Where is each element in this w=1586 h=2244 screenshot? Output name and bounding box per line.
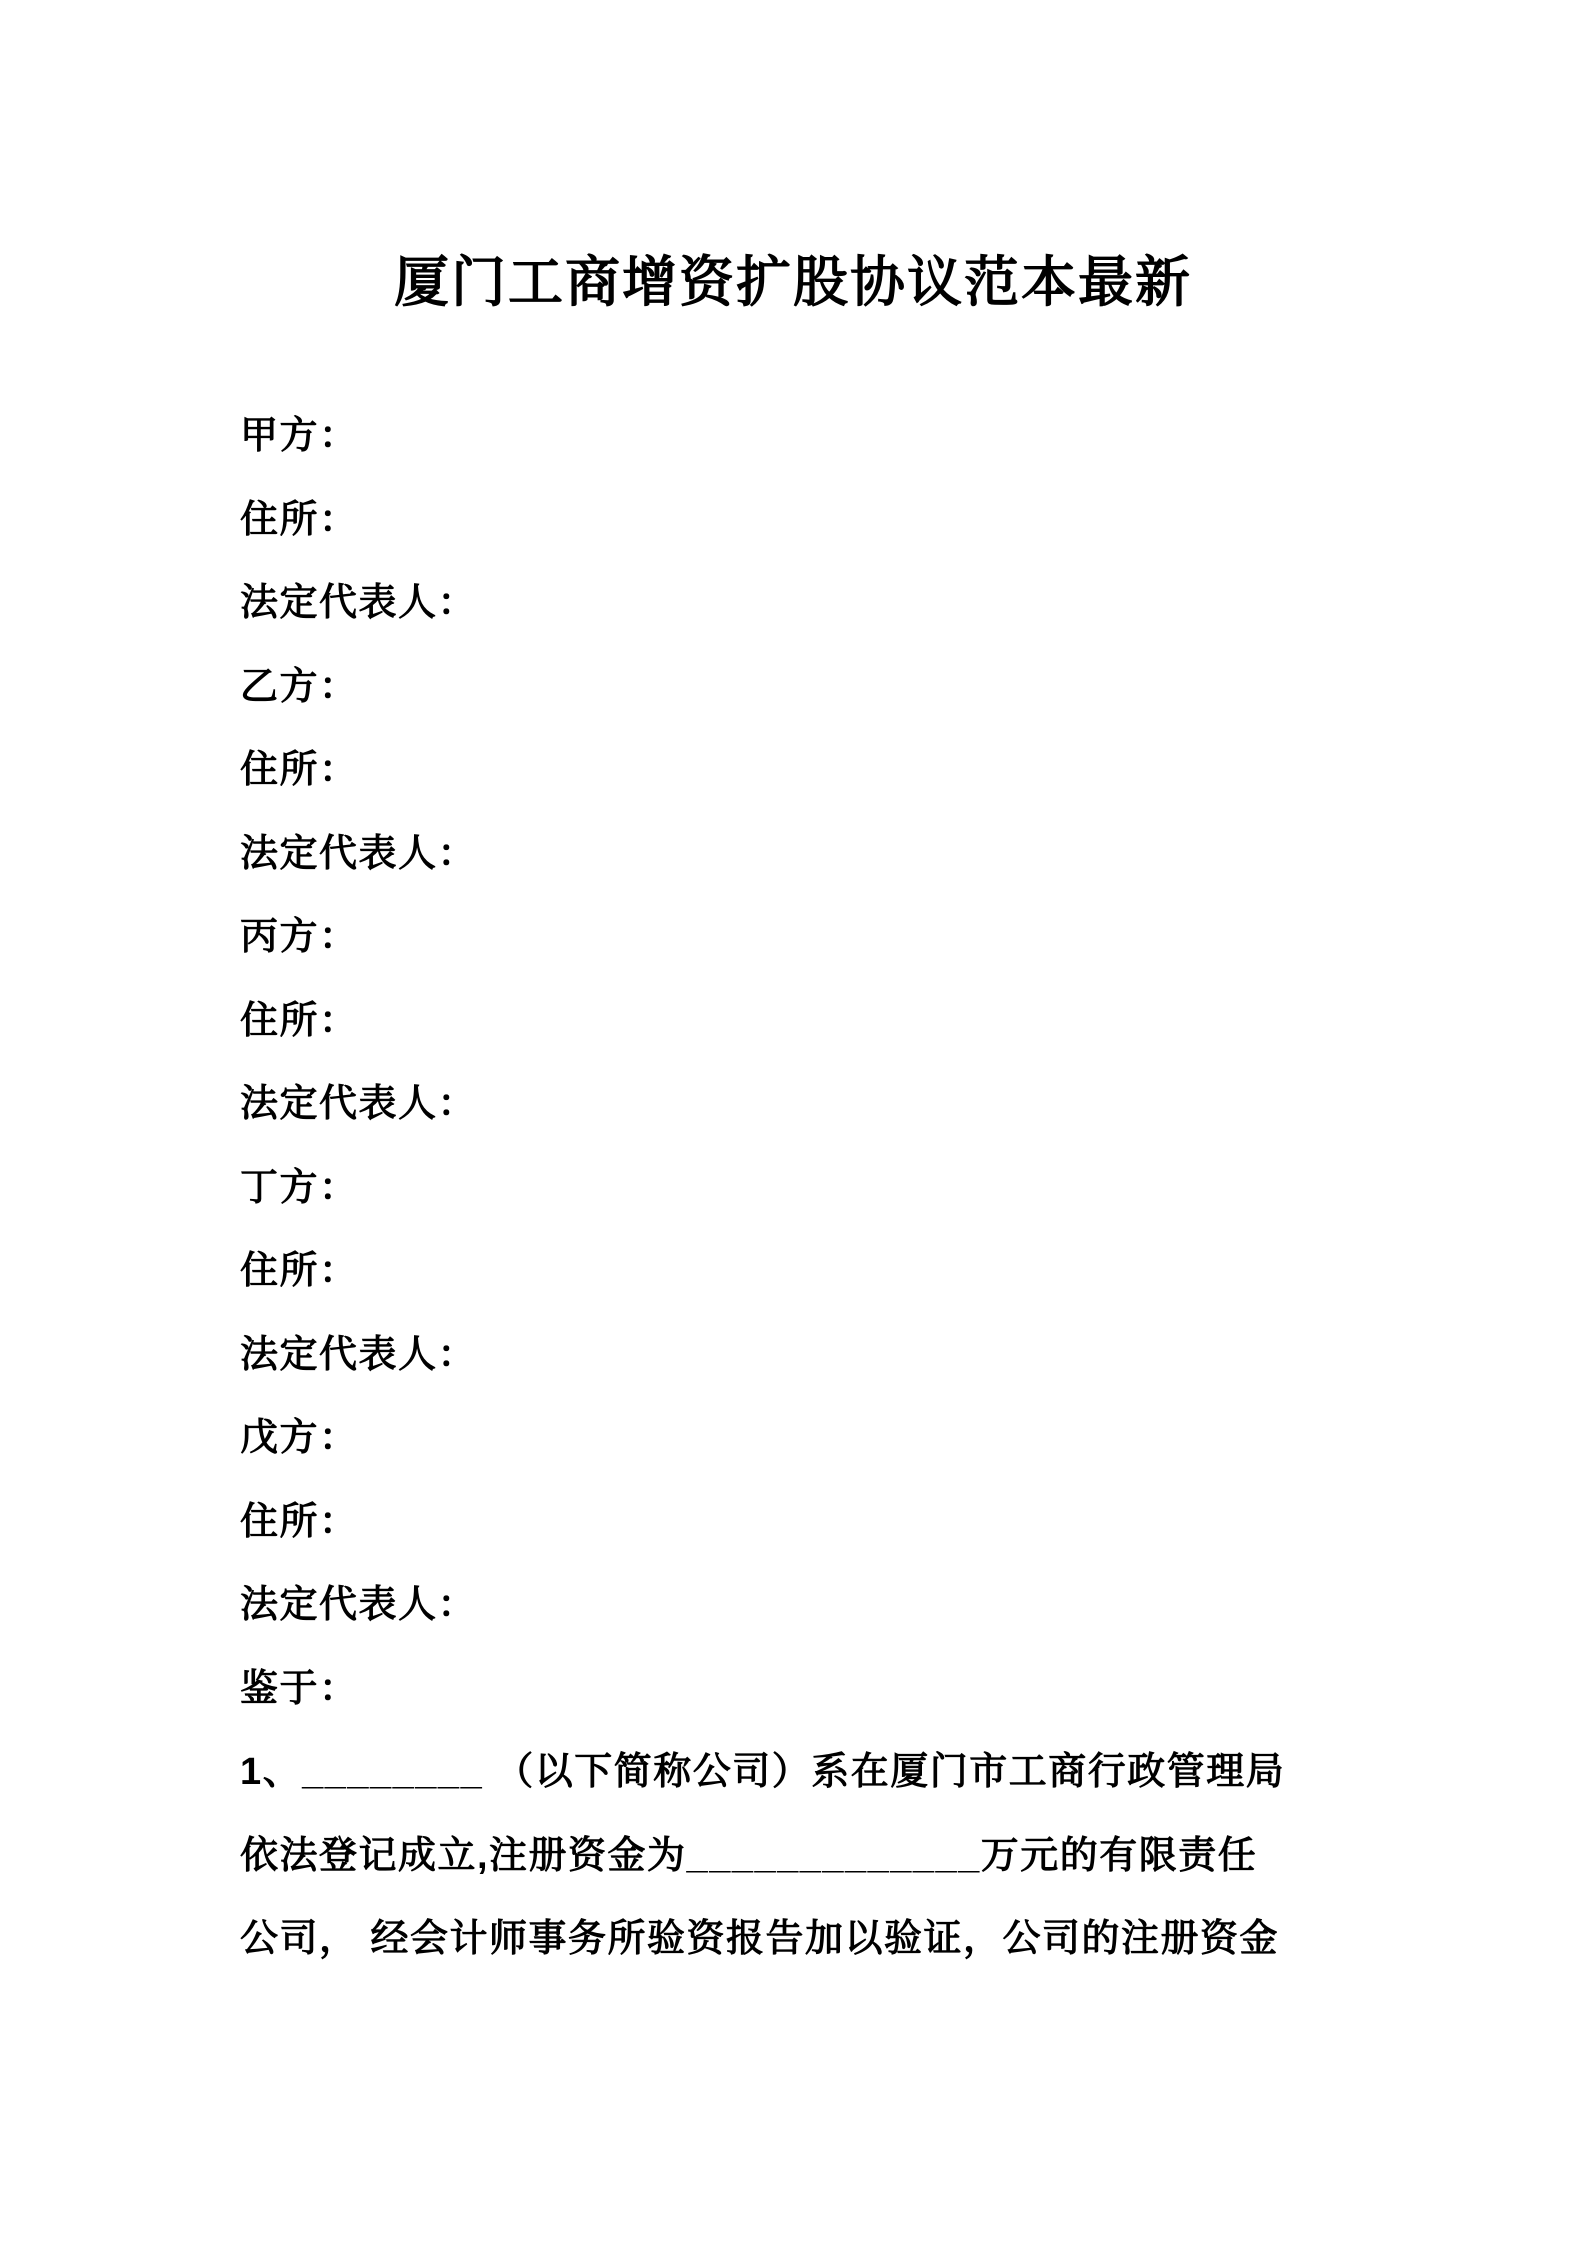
party-b-address-label: 住所： [240, 749, 359, 792]
party-a-legal-rep-label: 法定代表人： [240, 582, 478, 625]
party-e-address-label: 住所： [240, 1500, 359, 1543]
party-a-label: 甲方： [240, 415, 359, 458]
document-title: 厦门工商增资扩股协议范本最新 [393, 251, 1192, 313]
clause-1-line-3: 公司， 经会计师事务所验资报告加以验证，公司的注册资金 [240, 1918, 1280, 1961]
clause-1-line-2: 依法登记成立,注册资金为_____________万元的有限责任 [240, 1834, 1258, 1877]
clause-1-line-1: 1、________ （以下简称公司）系在厦门市工商行政管理局 [240, 1751, 1286, 1794]
party-b-legal-rep-label: 法定代表人： [240, 832, 478, 875]
party-c-label: 丙方： [240, 916, 359, 959]
party-e-label: 戊方： [240, 1417, 359, 1460]
party-b-label: 乙方： [240, 665, 359, 708]
whereas-label: 鉴于： [240, 1667, 359, 1710]
party-e-legal-rep-label: 法定代表人： [240, 1584, 478, 1627]
party-c-address-label: 住所： [240, 999, 359, 1042]
party-d-address-label: 住所： [240, 1250, 359, 1293]
party-a-address-label: 住所： [240, 498, 359, 541]
party-d-legal-rep-label: 法定代表人： [240, 1333, 478, 1376]
document-body [240, 390, 1390, 1977]
party-c-legal-rep-label: 法定代表人： [240, 1083, 478, 1126]
party-d-label: 丁方： [240, 1166, 359, 1209]
